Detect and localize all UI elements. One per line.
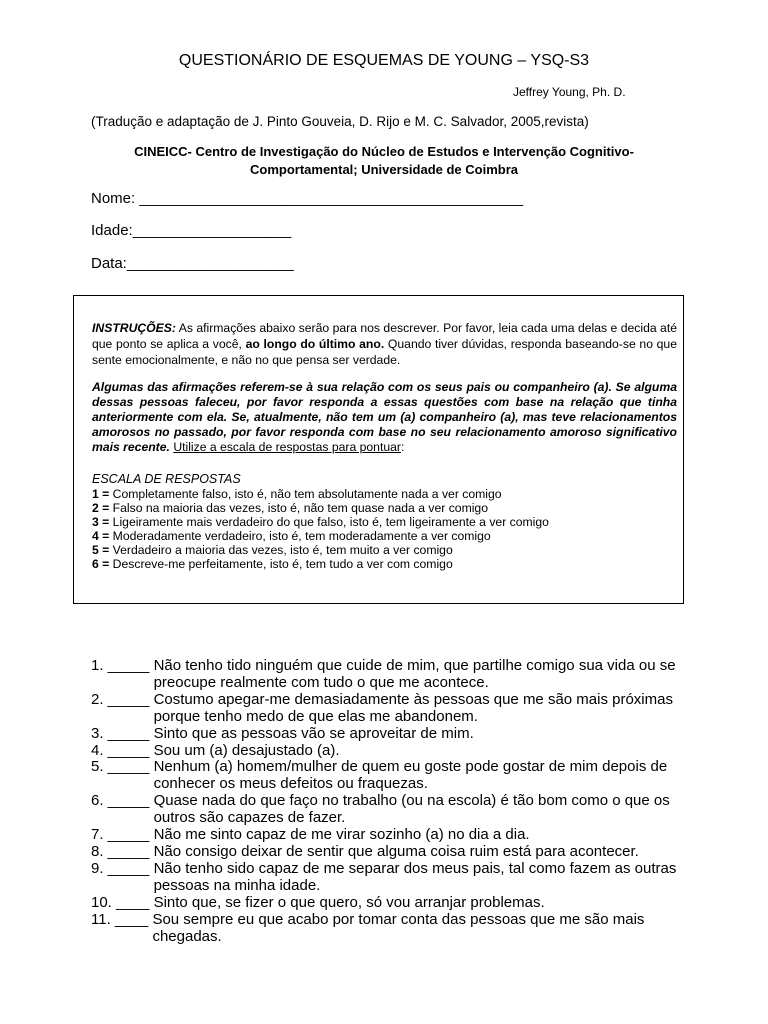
question-item[interactable] bbox=[91, 827, 691, 844]
question-item[interactable] bbox=[91, 692, 691, 726]
question-number-blank[interactable]: 10. ____ bbox=[91, 893, 154, 911]
scale-option-text: Verdadeiro a maioria das vezes, isto é, tem muito a ver comigo bbox=[109, 543, 453, 557]
response-scale bbox=[92, 472, 549, 571]
scale-option-number: 6 = bbox=[92, 557, 110, 571]
question-number-blank[interactable]: 4. _____ bbox=[91, 741, 154, 759]
question-text: Nenhum (a) homem/mulher de quem eu goste pode gostar de mim depois de conhecer os meus defeitos ou fraquezas. bbox=[153, 758, 668, 793]
question-text: Não tenho tido ninguém que cuide de mim, que partilhe comigo sua vida ou se preocupe realmente com tudo o que me acontece. bbox=[153, 657, 676, 691]
question-item[interactable] bbox=[91, 658, 691, 692]
scale-option-text: Completamente falso, isto é, não tem absolutamente nada a ver comigo bbox=[109, 487, 502, 501]
question-item[interactable] bbox=[91, 759, 691, 793]
scale-option-text: Moderadamente verdadeiro, isto é, tem moderadamente a ver comigo bbox=[109, 529, 491, 543]
question-number-blank[interactable]: 6. _____ bbox=[91, 792, 154, 810]
question-number-blank[interactable]: 5. _____ bbox=[91, 758, 154, 776]
question-number-blank[interactable]: 2. _____ bbox=[91, 690, 154, 708]
document-title: QUESTIONÁRIO DE ESQUEMAS DE YOUNG – YSQ-S3 bbox=[178, 52, 590, 69]
instructions-paragraph-2 bbox=[92, 380, 677, 455]
scale-heading: ESCALA DE RESPOSTAS bbox=[92, 472, 241, 486]
scale-option-text: Descreve-me perfeitamente, isto é, tem tudo a ver com comigo bbox=[109, 557, 453, 571]
question-item[interactable] bbox=[91, 861, 691, 895]
scale-option-number: 1 = bbox=[92, 487, 110, 501]
institution-line-1: CINEICC- Centro de Investigação do Núcleo de Estudos e Intervenção Cognitivo- bbox=[134, 144, 634, 159]
question-text: Sou um (a) desajustado (a). bbox=[153, 741, 340, 759]
translation-credit: (Tradução e adaptação de J. Pinto Gouveia, D. Rijo e M. C. Salvador, 2005,revista) bbox=[91, 114, 589, 129]
scale-instruction-colon: : bbox=[400, 440, 405, 454]
question-item[interactable] bbox=[91, 844, 691, 861]
question-text: Não consigo deixar de sentir que alguma coisa ruim está para acontecer. bbox=[153, 842, 639, 860]
question-number-blank[interactable]: 1. _____ bbox=[91, 657, 154, 674]
question-text: Quase nada do que faço no trabalho (ou na escola) é tão bom como o que os outros são capazes de fazer. bbox=[153, 792, 670, 827]
question-text: Não tenho sido capaz de me separar dos meus pais, tal como fazem as outras pessoas na minha idade. bbox=[153, 859, 677, 894]
question-text: Sinto que, se fizer o que quero, só vou arranjar problemas. bbox=[153, 893, 545, 911]
institution bbox=[92, 143, 676, 179]
question-number-blank[interactable]: 7. _____ bbox=[91, 826, 154, 844]
scale-option bbox=[92, 501, 549, 515]
question-item[interactable] bbox=[91, 726, 691, 743]
question-item[interactable] bbox=[91, 912, 691, 946]
scale-instruction: Utilize a escala de respostas para pontuar bbox=[173, 440, 401, 454]
question-item[interactable] bbox=[91, 743, 691, 760]
scale-option-number: 3 = bbox=[92, 515, 110, 529]
instructions-relations-text: Algumas das afirmações referem-se à sua relação com os seus pais ou companheiro (a). Se alguma dessas pessoas faleceu, por favor responda a essas questões com base na relação que tinha anteriormente com ela. Se, atualmente, não tem um (a) companheiro (a), mas teve relacionamentos amorosos no passado, por favor responda com base no seu relacionamento amoroso significativo mais recente. bbox=[92, 380, 677, 454]
question-item[interactable] bbox=[91, 793, 691, 827]
scale-option bbox=[92, 529, 549, 543]
scale-option bbox=[92, 557, 549, 571]
questionnaire-items bbox=[91, 658, 691, 945]
question-number-blank[interactable]: 3. _____ bbox=[91, 724, 154, 742]
author: Jeffrey Young, Ph. D. bbox=[513, 85, 626, 99]
question-item[interactable] bbox=[91, 895, 691, 912]
name-field[interactable]: Nome: ______________________________________________ bbox=[91, 190, 524, 207]
scale-option-number: 5 = bbox=[92, 543, 110, 557]
question-number-blank[interactable]: 11. ____ bbox=[91, 910, 153, 928]
question-text: Costumo apegar-me demasiadamente às pessoas que me são mais próximas porque tenho medo de que elas me abandonem. bbox=[153, 690, 673, 725]
age-field[interactable]: Idade:___________________ bbox=[91, 222, 292, 239]
scale-option bbox=[92, 543, 549, 557]
scale-option-text: Ligeiramente mais verdadeiro do que falso, isto é, tem ligeiramente a ver comigo bbox=[109, 515, 549, 529]
instructions-emphasis: ao longo do último ano. bbox=[245, 337, 385, 351]
question-number-blank[interactable]: 9. _____ bbox=[91, 859, 154, 877]
scale-option-number: 4 = bbox=[92, 529, 110, 543]
instructions-text-1: As afirmações abaixo serão para nos descrever. Por favor, leia cada uma delas e decida até que ponto se aplica a você, bbox=[92, 321, 677, 351]
scale-option bbox=[92, 487, 549, 501]
date-field[interactable]: Data:____________________ bbox=[91, 255, 294, 272]
instructions-box bbox=[73, 295, 684, 604]
institution-line-2: Comportamental; Universidade de Coimbra bbox=[250, 162, 518, 177]
scale-option bbox=[92, 515, 549, 529]
scale-option-number: 2 = bbox=[92, 501, 110, 515]
instructions-text-2: Quando tiver dúvidas, responda baseando-se no que sente emocionalmente, e não no que pensa ser verdade. bbox=[92, 337, 677, 367]
question-text: Não me sinto capaz de me virar sozinho (a) no dia a dia. bbox=[153, 826, 530, 844]
question-number-blank[interactable]: 8. _____ bbox=[91, 842, 154, 860]
question-text: Sinto que as pessoas vão se aproveitar de mim. bbox=[153, 724, 474, 742]
instructions-paragraph bbox=[92, 320, 677, 368]
question-text: Sou sempre eu que acabo por tomar conta das pessoas que me são mais chegadas. bbox=[152, 910, 645, 945]
instructions-label: INSTRUÇÕES: bbox=[92, 321, 176, 335]
scale-option-text: Falso na maioria das vezes, isto é, não tem quase nada a ver comigo bbox=[109, 501, 488, 515]
